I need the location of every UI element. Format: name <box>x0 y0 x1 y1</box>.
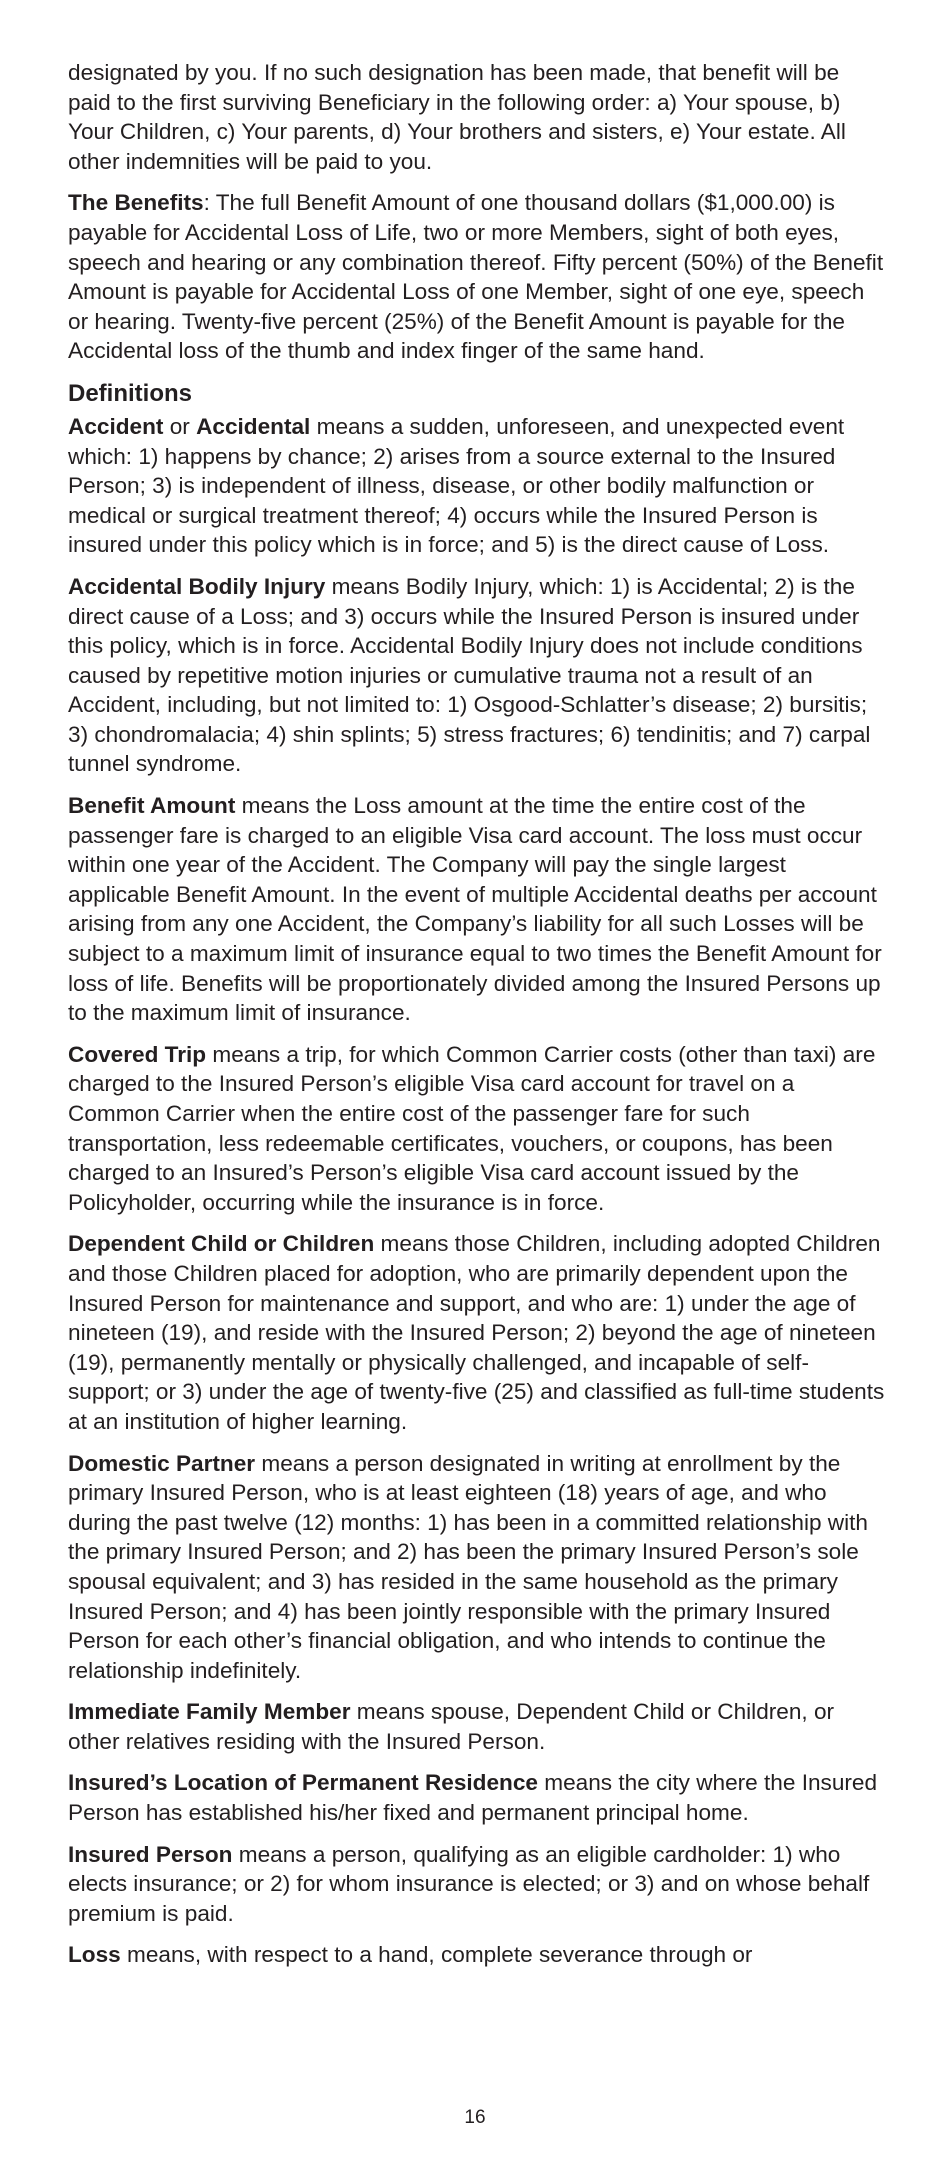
definition-text: means spouse, Dependent Child or Children, or other relatives residing with the Insured Person. <box>68 1699 835 1754</box>
definition-immediate-family-member <box>68 1697 888 1756</box>
definition-domestic-partner <box>68 1449 888 1686</box>
benefits-term: The Benefits <box>68 190 204 216</box>
definition-benefit-amount <box>68 791 888 1028</box>
definition-text: means a trip, for which Common Carrier costs (other than taxi) are charged to the Insured Person’s eligible Visa card account for travel on a Common Carrier when the entire cost of the passenger fare for such transportation, less redeemable certificates, vouchers, or coupons, has been charged to an Insured’s Person’s eligible Visa card account issued by the Policyholder, occurring while the insurance is in force. <box>68 1041 876 1215</box>
definition-text: means, with respect to a hand, complete severance through or <box>120 1942 753 1968</box>
definition-term: Domestic Partner <box>68 1450 256 1476</box>
definition-covered-trip <box>68 1040 888 1218</box>
definition-accidental-bodily-injury <box>68 572 888 779</box>
definition-text: means the Loss amount at the time the entire cost of the passenger fare is charged to an eligible Visa card account. The loss must occur within one year of the Accident. The Company will pay the single largest applicable Benefit Amount. In the event of multiple Accidental deaths per account arising from any one Accident, the Company’s liability for all such Losses will be subject to a maximum limit of insurance equal to two times the Benefit Amount for loss of life. Benefits will be proportionately divided among the Insured Persons up to the maximum limit of insurance. <box>68 793 882 1026</box>
definition-term: Covered Trip <box>68 1041 207 1067</box>
page-number: 16 <box>464 2107 486 2128</box>
definition-text: means those Children, including adopted Children and those Children placed for adoption, who are primarily dependent upon the Insured Person for maintenance and support, and who are: 1) under the age of nineteen (19), and reside with the Insured Person; 2) beyond the age of nineteen (19), permanently mentally or physically challenged, and incapable of self-support; or 3) under the age of twenty-five (25) and classified as full-time students at an institution of higher learning. <box>68 1231 885 1434</box>
definition-text: means a person designated in writing at enrollment by the primary Insured Person, who is at least eighteen (18) years of age, and who during the past twelve (12) months: 1) has been in a committed relationship with the primary Insured Person; and 2) has been the primary Insured Person’s sole spousal equivalent; and 3) has resided in the same household as the primary Insured Person; and 4) has been jointly responsible with the primary Insured Person for each other’s financial obligation, and who intends to continue the relationship indefinitely. <box>68 1450 868 1683</box>
definition-term: Immediate Family Member <box>68 1699 351 1725</box>
benefits-paragraph: The Benefits: The full Benefit Amount of one thousand dollars ($1,000.00) is payable for Accidental Loss of Life, two or more Members, sight of both eyes, speech and hearing or any combination thereof. Fifty percent (50%) of the Benefit Amount is payable for Accidental Loss of one Member, sight of one eye, speech or hearing. Twenty-five percent (25%) of the Benefit Amount is payable for the Accidental loss of the thumb and index finger of the same hand. <box>68 190 884 364</box>
definition-insured-person <box>68 1840 888 1929</box>
definition-text: means the city where the Insured Person has established his/her fixed and permanent principal home. <box>68 1770 878 1826</box>
definition-accident: Accident or Accidental means a sudden, unforeseen, and unexpected event which: 1) happens by chance; 2) arises from a source external to the Insured Person; 3) is independent of illness, disease, or other bodily malfunction or medical or surgical treatment thereof; 4) occurs while the Insured Person is insured under this policy which is in force; and 5) is the direct cause of Loss. <box>68 413 845 558</box>
definition-text: means a sudden, unforeseen, and unexpected event which: 1) happens by chance; 2) arises from a source external to the Insured Person; 3) is independent of illness, disease, or other bodily malfunction or medical or surgical treatment thereof; 4) occurs while the Insured Person is insured under this policy which is in force; and 5) is the direct cause of Loss. <box>68 413 845 558</box>
definition-text: means a person, qualifying as an eligible cardholder: 1) who elects insurance; or 2) for whom insurance is elected; or 3) and on whose behalf premium is paid. <box>68 1841 870 1926</box>
definition-term: Accident <box>68 413 164 439</box>
definition-term: Loss <box>68 1942 121 1968</box>
definition-text: means Bodily Injury, which: 1) is Accidental; 2) is the direct cause of a Loss; and 3) occurs while the Insured Person is insured under this policy, which is in force. Accidental Bodily Injury does not include conditions caused by repetitive motion injuries or cumulative trauma not a result of an Accident, including, but not limited to: 1) Osgood-Schlatter’s disease; 2) bursitis; 3) chondromalacia; 4) shin splints; 5) stress fractures; 6) tendinitis; and 7) carpal tunnel syndrome. <box>68 573 871 777</box>
intro-paragraph: designated by you. If no such designation has been made, that benefit will be paid to the first surviving Beneficiary in the following order: a) Your spouse, b) Your Children, c) Your parents, d) Your brothers and sisters, e) Your estate. All other indemnities will be paid to you. <box>68 60 846 174</box>
definition-term: Insured’s Location of Permanent Residence <box>68 1770 538 1796</box>
definition-permanent-residence <box>68 1768 888 1827</box>
definition-term: Accidental Bodily Injury <box>68 573 326 599</box>
definition-term: Insured Person <box>68 1841 233 1867</box>
definition-term: Accidental <box>196 413 311 439</box>
benefits-text: The full Benefit Amount of one thousand dollars ($1,000.00) is payable for Accidental Loss of Life, two or more Members, sight of both eyes, speech and hearing or any combination thereof. Fifty percent (50%) of the Benefit Amount is payable for Accidental Loss of one Member, sight of one eye, speech or hearing. Twenty-five percent (25%) of the Benefit Amount is payable for the Accidental loss of the thumb and index finger of the same hand. <box>68 190 884 364</box>
definition-dependent-child <box>68 1229 888 1436</box>
definition-term: Dependent Child or Children <box>68 1231 375 1257</box>
policy-page-body <box>68 58 888 1982</box>
definition-term: Benefit Amount <box>68 793 236 819</box>
definition-loss <box>68 1940 888 1970</box>
definitions-heading: Definitions <box>68 379 192 407</box>
